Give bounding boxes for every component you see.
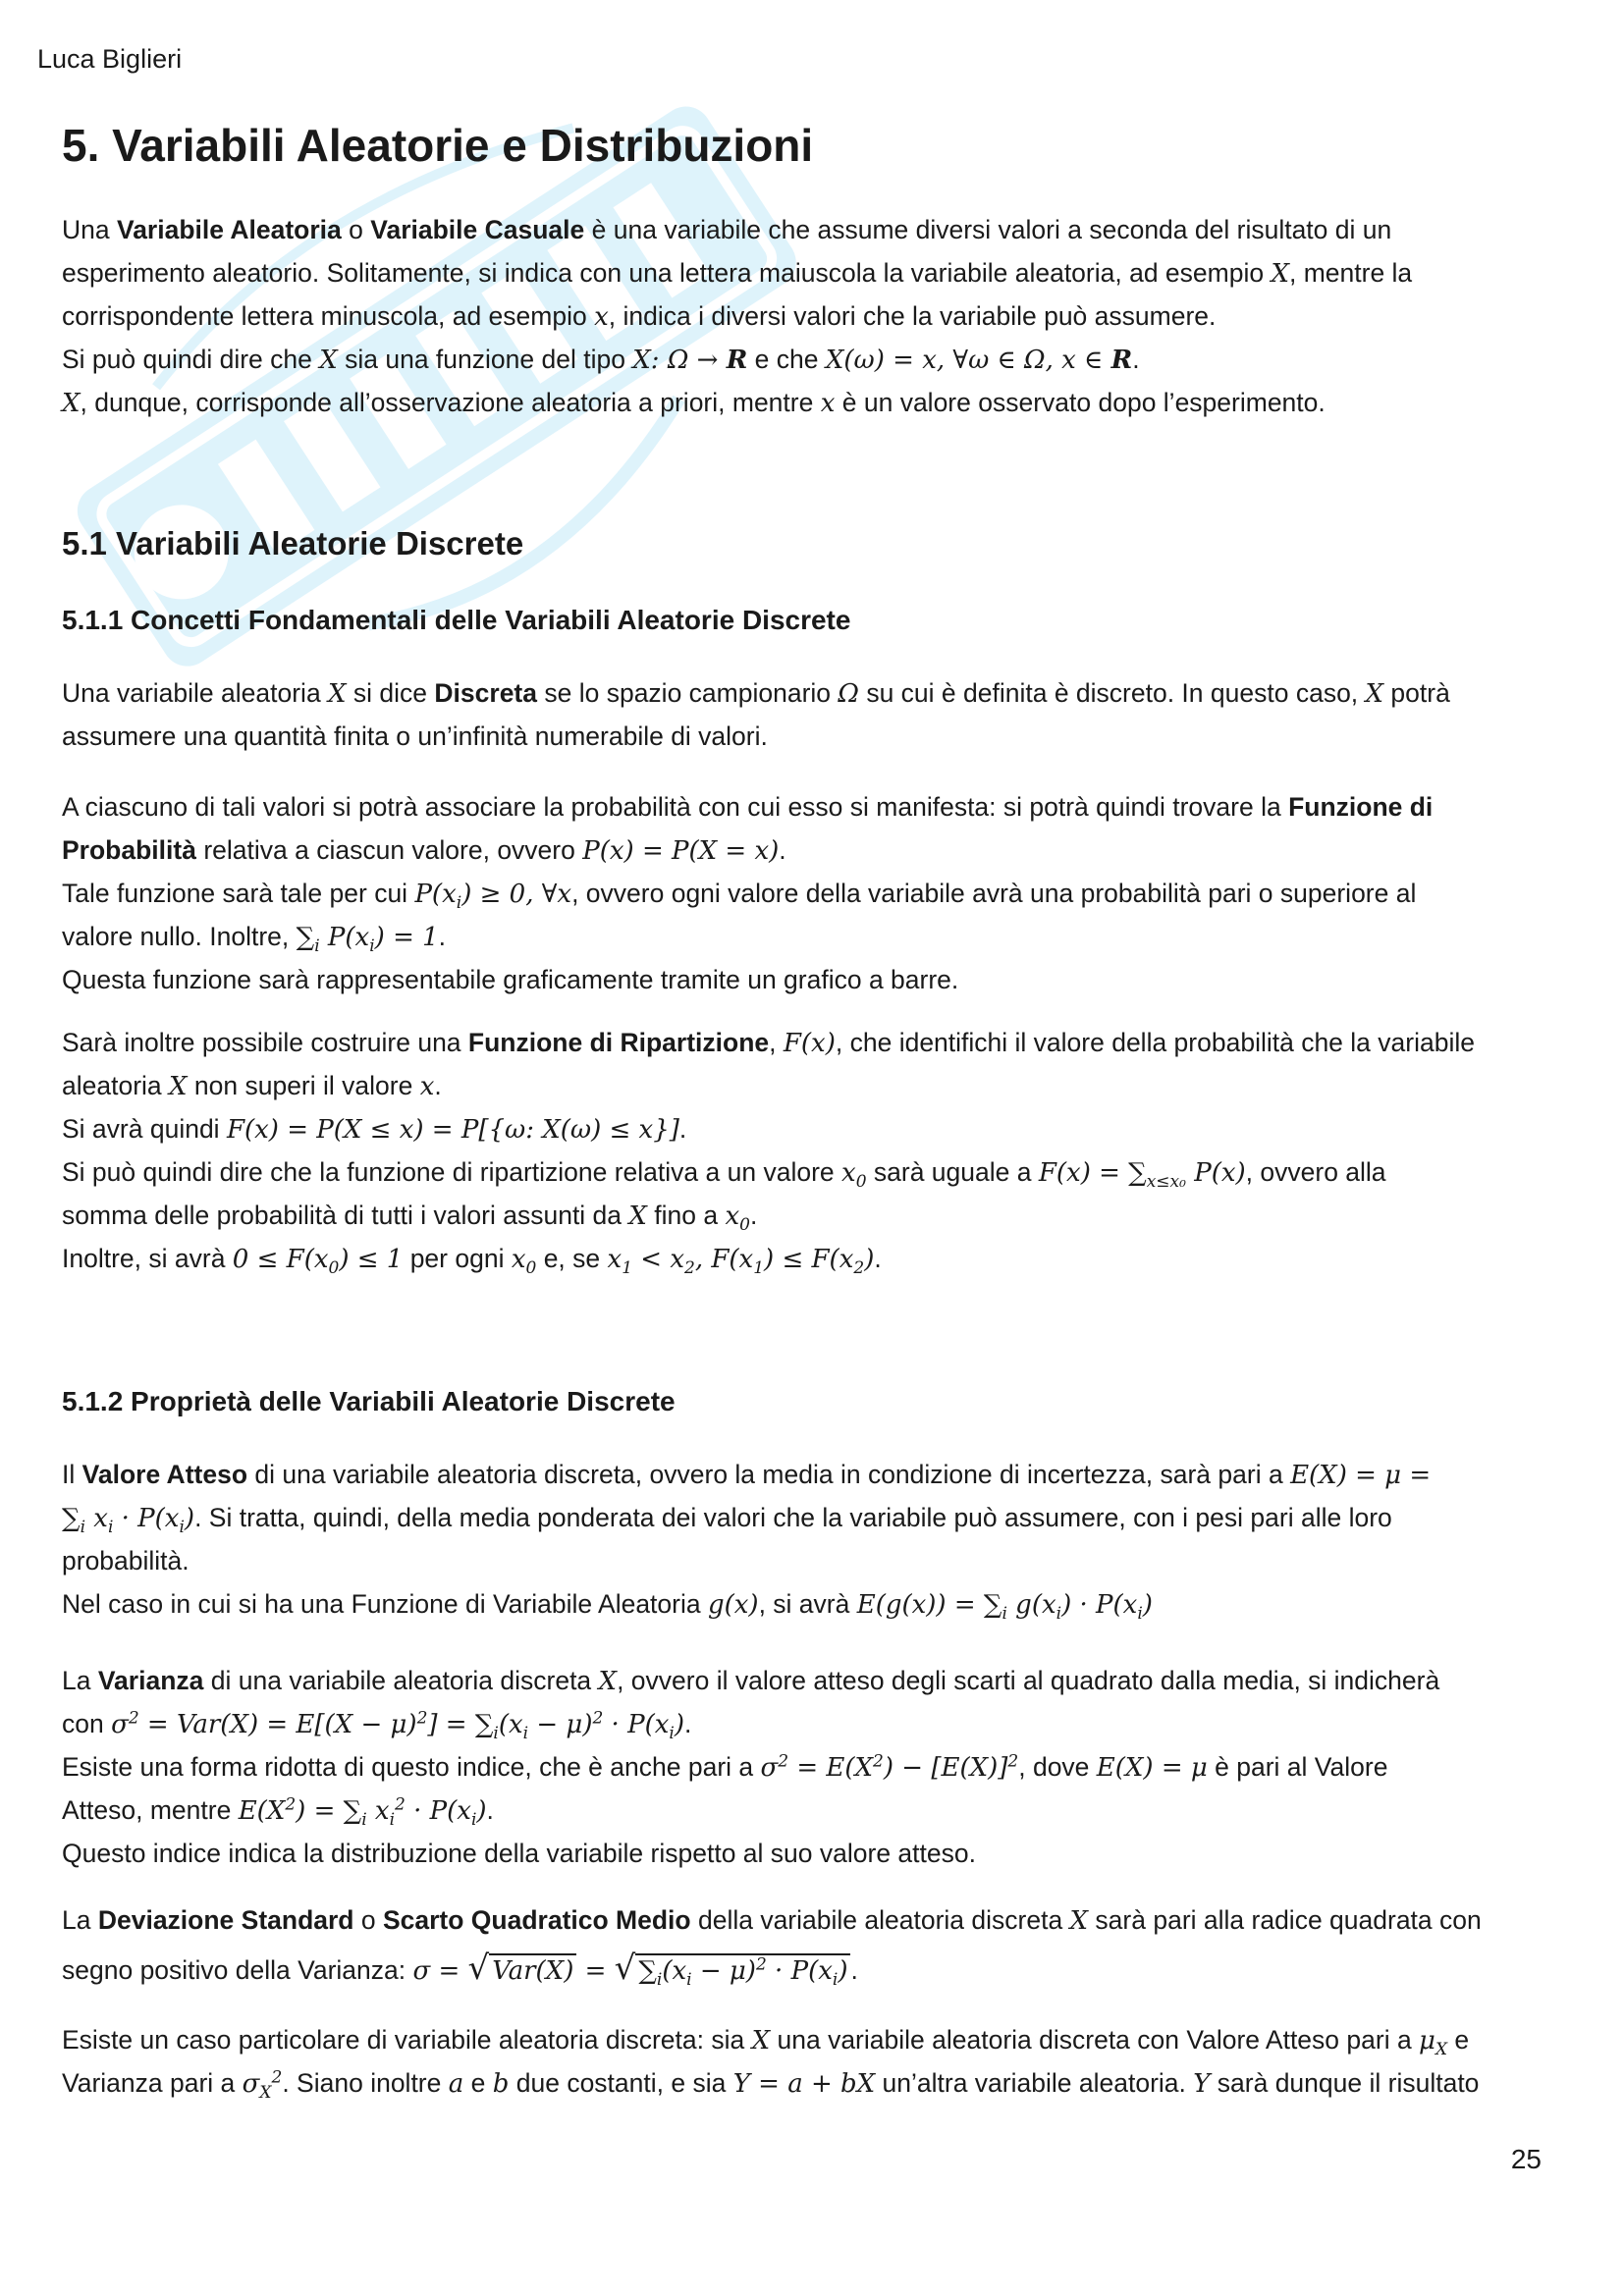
math: b [492, 2069, 510, 2099]
text: sarà pari alla radice quadrata con [1088, 1905, 1482, 1935]
term-discreta: Discreta [434, 678, 537, 708]
intro-paragraph [62, 208, 1574, 424]
math-part: ) [476, 1796, 487, 1826]
math-sup: 2 [592, 1708, 604, 1729]
math-part: = E(X [788, 1753, 874, 1783]
math-sub: i [1056, 1604, 1062, 1625]
math-part: x [85, 1504, 108, 1533]
math-part: σ [242, 2069, 260, 2099]
math-sub: X [259, 2083, 272, 2104]
text: potrà [1383, 678, 1450, 708]
text: . [749, 1201, 758, 1230]
text: o [341, 215, 371, 244]
paragraph-funzione-ripartizione [62, 1021, 1574, 1280]
text: Atteso, mentre [62, 1795, 239, 1825]
text: , mentre la [1288, 258, 1413, 288]
math-part: < x [632, 1245, 684, 1274]
text: . Si tratta, quindi, della media ponderata dei valori che la variabile può assumere, con i pesi pari alle loro [194, 1503, 1392, 1532]
math-sup: 2 [778, 1751, 789, 1772]
math-part: ∑ [638, 1956, 657, 1986]
text: somma delle probabilità di tutti i valori assunti da [62, 1201, 629, 1230]
math: Y [1193, 2069, 1211, 2099]
math-part: ∑ [62, 1504, 81, 1533]
text: assumere una quantità finita o un’infinità numerabile di valori. [62, 721, 768, 751]
math [232, 1245, 404, 1279]
math-sub: i [656, 1970, 663, 1991]
math-part: σ [111, 1710, 129, 1739]
math [511, 1245, 537, 1279]
math-sub: 0 [855, 1172, 867, 1193]
math-sub: i [686, 1970, 692, 1991]
text-line [62, 1453, 1574, 1496]
text: La [62, 1666, 98, 1695]
math-part: ) ≥ 0, ∀x [461, 880, 572, 909]
text: e [1447, 2025, 1470, 2055]
math-sub: i [669, 1724, 675, 1744]
text: Tale funzione sarà tale per cui [62, 879, 415, 908]
text: due costanti, e sia [509, 2068, 733, 2098]
text: Esiste una forma ridotta di questo indice, che è anche pari a [62, 1752, 761, 1782]
text: . [850, 1955, 858, 1985]
math: x [820, 389, 836, 418]
math-part: · P(x [603, 1710, 670, 1739]
text-line [62, 1150, 1574, 1194]
math: X [1365, 679, 1384, 709]
math-part: = Var(X) = E[(X − μ) [138, 1710, 417, 1739]
text-line [62, 2061, 1574, 2105]
text-line [62, 1064, 1574, 1107]
term-funzione-di-probabilita: Funzione di [1288, 792, 1434, 822]
text-line [62, 251, 1574, 294]
math: g(x) [707, 1590, 759, 1620]
math-sub: x≤x₀ [1146, 1172, 1186, 1193]
math-radicand [635, 1953, 850, 1991]
text: Si può quindi dire che [62, 345, 320, 374]
text: se lo spazio campionario [537, 678, 839, 708]
text: , si avrà [758, 1589, 857, 1619]
paragraph-caso-particolare [62, 2018, 1574, 2105]
math-sup: 2 [285, 1794, 297, 1815]
math: X [319, 346, 338, 375]
math-part: (x [662, 1956, 687, 1986]
term-scarto-quadratico-medio: Scarto Quadratico Medio [382, 1905, 691, 1935]
math-part: P(x [414, 880, 457, 909]
paragraph-funzione-probabilita [62, 785, 1574, 1001]
text: su cui è definita è discreto. In questo caso, [858, 678, 1366, 708]
math [242, 2067, 283, 2104]
text-line [62, 1237, 1574, 1280]
math-sup: 2 [755, 1954, 767, 1975]
math-part: , F(x [694, 1245, 754, 1274]
math [607, 1245, 875, 1279]
text-line [62, 208, 1574, 251]
text-line [62, 1539, 1574, 1582]
text-line [62, 1942, 1574, 1995]
text: , indica i diversi valori che la variabile può assumere. [608, 301, 1217, 331]
text: relativa a ciascun valore, ovvero [195, 835, 583, 865]
text: , ovvero il valore atteso degli scarti al quadrato dalla media, si indicherà [617, 1666, 1440, 1695]
text-line [62, 785, 1574, 828]
math-sub: i [832, 1970, 839, 1991]
text: Nel caso in cui si ha una Funzione di Variabile Aleatoria [62, 1589, 708, 1619]
text: La [62, 1905, 98, 1935]
text: . [434, 1071, 442, 1100]
text: . [678, 1114, 687, 1144]
math: X [598, 1667, 618, 1696]
math-part: · P(x [405, 1796, 471, 1826]
text: valore nullo. Inoltre, [62, 922, 297, 951]
text: Una [62, 215, 117, 244]
math-part: ) · P(x [1061, 1590, 1138, 1620]
math: x [594, 302, 609, 332]
math-part: ) [864, 1245, 875, 1274]
text: Inoltre, si avrà [62, 1244, 233, 1273]
page-number: 25 [1510, 2144, 1542, 2174]
term-variabile-casuale: Variabile Casuale [370, 215, 585, 244]
text-line [62, 915, 1574, 958]
math-sup: 2 [1007, 1751, 1019, 1772]
math-sub: 0 [328, 1258, 340, 1279]
text: , che identifichi il valore della probabilità che la variabile [835, 1028, 1475, 1057]
math [856, 1590, 1153, 1625]
math-part: ) ≤ F(x [764, 1245, 854, 1274]
text: Questo indice indica la distribuzione della variabile rispetto al suo valore atteso. [62, 1839, 976, 1868]
math: P(x) = P(X = x) [582, 836, 780, 866]
sqrt-icon: √ [467, 1949, 490, 1988]
math-part: x [725, 1201, 740, 1231]
math [1038, 1158, 1246, 1193]
text: Una variabile aleatoria [62, 678, 329, 708]
math-sub: i [361, 1810, 367, 1831]
math-sub: i [369, 936, 375, 957]
paragraph-valore-atteso [62, 1453, 1574, 1626]
math-sub: 0 [739, 1215, 750, 1236]
text: Il [62, 1460, 82, 1489]
sqrt-icon: √ [614, 1949, 636, 1988]
math-sub: 2 [684, 1258, 695, 1279]
text: , dove [1018, 1752, 1097, 1782]
math-sub: i [456, 893, 462, 914]
text: corrispondente lettera minuscola, ad esempio [62, 301, 595, 331]
text: e [463, 2068, 493, 2098]
text: Varianza pari a [62, 2068, 243, 2098]
text: , dunque, corrisponde all’osservazione aleatoria a priori, mentre [80, 388, 821, 417]
text: è pari al Valore [1207, 1752, 1388, 1782]
text-line [62, 1832, 1574, 1875]
math: X [169, 1072, 188, 1101]
math: X [628, 1201, 647, 1231]
text-line [62, 1194, 1574, 1237]
text: e, se [536, 1244, 608, 1273]
math [62, 1504, 195, 1538]
math-part: F(x) = ∑ [1038, 1158, 1147, 1188]
math-part: g(x [1006, 1590, 1056, 1620]
math: X [751, 2026, 771, 2056]
math-part: x [366, 1796, 390, 1826]
text-line [62, 1021, 1574, 1064]
math: = [576, 1956, 615, 1986]
paragraph-varianza [62, 1659, 1574, 1875]
math: F(x) [783, 1029, 836, 1058]
text: . Siano inoltre [282, 2068, 449, 2098]
text-line [62, 1582, 1574, 1626]
math-radicand: Var(X) [489, 1953, 576, 1987]
math: X: Ω → [632, 346, 727, 375]
text: fino a [646, 1201, 726, 1230]
math: X(ω) = x, ∀ω ∈ Ω, x ∈ [825, 346, 1111, 375]
text: un’altra variabile aleatoria. [875, 2068, 1194, 2098]
math-sub: 2 [853, 1258, 865, 1279]
text: . [486, 1795, 494, 1825]
text: . [779, 835, 786, 865]
math-sub: 1 [753, 1258, 765, 1279]
math-part: P(x [319, 923, 370, 952]
math-sub: 1 [622, 1258, 633, 1279]
text: Sarà inoltre possibile costruire una [62, 1028, 468, 1057]
text-line [62, 381, 1574, 424]
text: Si avrà quindi [62, 1114, 227, 1144]
text-line [62, 338, 1574, 381]
math-sub: i [470, 1810, 477, 1831]
math: E(X) = μ = [1290, 1461, 1432, 1490]
math: X [1271, 259, 1289, 289]
text: di una variabile aleatoria discreta [203, 1666, 599, 1695]
math: Y = a + bX [732, 2069, 876, 2099]
math [111, 1708, 684, 1744]
math [841, 1158, 867, 1193]
math [725, 1201, 750, 1236]
math: x [419, 1072, 435, 1101]
math-sub: i [1137, 1604, 1143, 1625]
math-part: · P(x [113, 1504, 180, 1533]
math: E(X) = μ [1096, 1753, 1208, 1783]
term-funzione-di-ripartizione: Funzione di Ripartizione [467, 1028, 770, 1057]
term-valore-atteso: Valore Atteso [81, 1460, 248, 1489]
math-part: P(x) [1185, 1158, 1246, 1188]
math-part: · P(x [766, 1956, 833, 1986]
text: A ciascuno di tali valori si potrà associare la probabilità con cui esso si manifesta: si potrà quindi trovare la [62, 792, 1289, 822]
text: non superi il valore [187, 1071, 420, 1100]
text: della variabile aleatoria discreta [690, 1905, 1070, 1935]
math [238, 1794, 487, 1831]
math-sub: X [1435, 2040, 1448, 2060]
math-part: ) [674, 1710, 684, 1739]
math-part: ) [838, 1956, 848, 1986]
math-part: 0 ≤ F(x [232, 1245, 329, 1274]
text: . [874, 1244, 882, 1273]
text-line [62, 1898, 1574, 1942]
text: e che [747, 345, 826, 374]
text: Esiste un caso particolare di variabile aleatoria discreta: sia [62, 2025, 752, 2055]
term-varianza: Varianza [97, 1666, 204, 1695]
math-sub: i [522, 1724, 529, 1744]
text: probabilità. [62, 1546, 189, 1575]
text: Si può quindi dire che la funzione di ripartizione relativa a un valore [62, 1157, 842, 1187]
math: X [328, 679, 347, 709]
math [296, 923, 439, 957]
math [414, 880, 572, 914]
math-reals: R [1110, 346, 1133, 375]
text: , ovvero alla [1245, 1157, 1386, 1187]
text: si dice [346, 678, 435, 708]
math-part: ) = ∑ [296, 1796, 362, 1826]
math-part: E(X [238, 1796, 286, 1826]
math-part: x [841, 1158, 856, 1188]
text: è una variabile che assume diversi valori a seconda del risultato di un [584, 215, 1392, 244]
math: a [448, 2069, 464, 2099]
text: , ovvero ogni valore della variabile avrà una probabilità pari o superiore al [571, 879, 1417, 908]
text: una variabile aleatoria discreta con Valore Atteso pari a [770, 2025, 1420, 2055]
math-sub: i [80, 1518, 85, 1538]
text: segno positivo della Varianza: [62, 1955, 413, 1985]
chapter-title: 5. Variabili Aleatorie e Distribuzioni [62, 120, 814, 171]
math-part: ) ≤ 1 [339, 1245, 404, 1274]
math-sub: i [179, 1518, 185, 1538]
math-part: ) [1142, 1590, 1153, 1620]
math-part: ] = ∑ [427, 1710, 494, 1739]
math-part: E(g(x)) = ∑ [856, 1590, 1002, 1620]
text-line [62, 1659, 1574, 1702]
term-funzione-di-probabilita: Probabilità [62, 835, 196, 865]
text: sarà dunque il risultato [1210, 2068, 1480, 2098]
math [761, 1753, 1019, 1783]
section-title: 5.1 Variabili Aleatorie Discrete [62, 525, 524, 561]
text: , [769, 1028, 784, 1057]
subsection-title: 5.1.2 Proprietà delle Variabili Aleatorie Discrete [62, 1386, 676, 1416]
text-line [62, 2018, 1574, 2061]
math: X [62, 389, 81, 418]
text: Questa funzione sarà rappresentabile graficamente tramite un grafico a barre. [62, 965, 959, 994]
text: è un valore osservato dopo l’esperimento. [835, 388, 1326, 417]
text: sia una funzione del tipo [337, 345, 633, 374]
text-line [62, 1496, 1574, 1539]
math-sub: i [493, 1724, 499, 1744]
math: F(x) = P(X ≤ x) = P[{ω: X(ω) ≤ x}] [226, 1115, 679, 1145]
term-variabile-aleatoria: Variabile Aleatoria [116, 215, 342, 244]
math-sup: 2 [271, 2067, 283, 2088]
math-sub: i [314, 936, 320, 957]
math-part: ) = 1 [374, 923, 439, 952]
text-line [62, 828, 1574, 872]
text-line [62, 294, 1574, 338]
math-part: − μ) [691, 1956, 756, 1986]
text-line [62, 1745, 1574, 1789]
text: sarà uguale a [866, 1157, 1039, 1187]
text-line [62, 715, 1574, 758]
text-line [62, 1789, 1574, 1832]
math-sub: 0 [525, 1258, 537, 1279]
text-line [62, 872, 1574, 915]
text: . [684, 1709, 692, 1738]
text: di una variabile aleatoria discreta, ovvero la media in condizione di incertezza, sarà pari a [247, 1460, 1291, 1489]
subsection-title: 5.1.1 Concetti Fondamentali delle Variabili Aleatorie Discrete [62, 605, 851, 635]
math: X [1069, 1906, 1089, 1936]
math-part: x [607, 1245, 623, 1274]
text-line [62, 1107, 1574, 1150]
text: . [438, 922, 447, 951]
math-part: − μ) [528, 1710, 593, 1739]
text-line [62, 958, 1574, 1001]
math-part: ) − [E(X)] [883, 1753, 1008, 1783]
math-sup: 2 [128, 1708, 139, 1729]
math-sup: 2 [416, 1708, 428, 1729]
math-part: x [511, 1245, 526, 1274]
math-sub: i [1001, 1604, 1007, 1625]
text-line [62, 1702, 1574, 1745]
paragraph-deviazione-standard [62, 1898, 1574, 1995]
text: esperimento aleatorio. Solitamente, si indica con una lettera maiuscola la variabile aleatoria, ad esempio [62, 258, 1272, 288]
math-sup: 2 [395, 1794, 406, 1815]
math-part: ∑ [296, 923, 315, 952]
text: o [353, 1905, 383, 1935]
text: con [62, 1709, 112, 1738]
math-sub: i [389, 1810, 396, 1831]
math-reals: R [726, 346, 748, 375]
math-part: (x [498, 1710, 523, 1739]
math: σ = [412, 1956, 468, 1986]
text: per ogni [403, 1244, 512, 1273]
text: aleatoria [62, 1071, 170, 1100]
text-line [62, 671, 1574, 715]
author-name: Luca Biglieri [37, 44, 183, 74]
paragraph-discreta [62, 671, 1574, 758]
math-sub: i [107, 1518, 114, 1538]
math-part: μ [1419, 2026, 1435, 2056]
text: . [1132, 345, 1140, 374]
term-deviazione-standard: Deviazione Standard [97, 1905, 354, 1935]
math: Ω [838, 679, 859, 709]
math [1419, 2026, 1448, 2060]
math-part: ) [184, 1504, 195, 1533]
math-sup: 2 [873, 1751, 884, 1772]
math-part: σ [760, 1753, 779, 1783]
